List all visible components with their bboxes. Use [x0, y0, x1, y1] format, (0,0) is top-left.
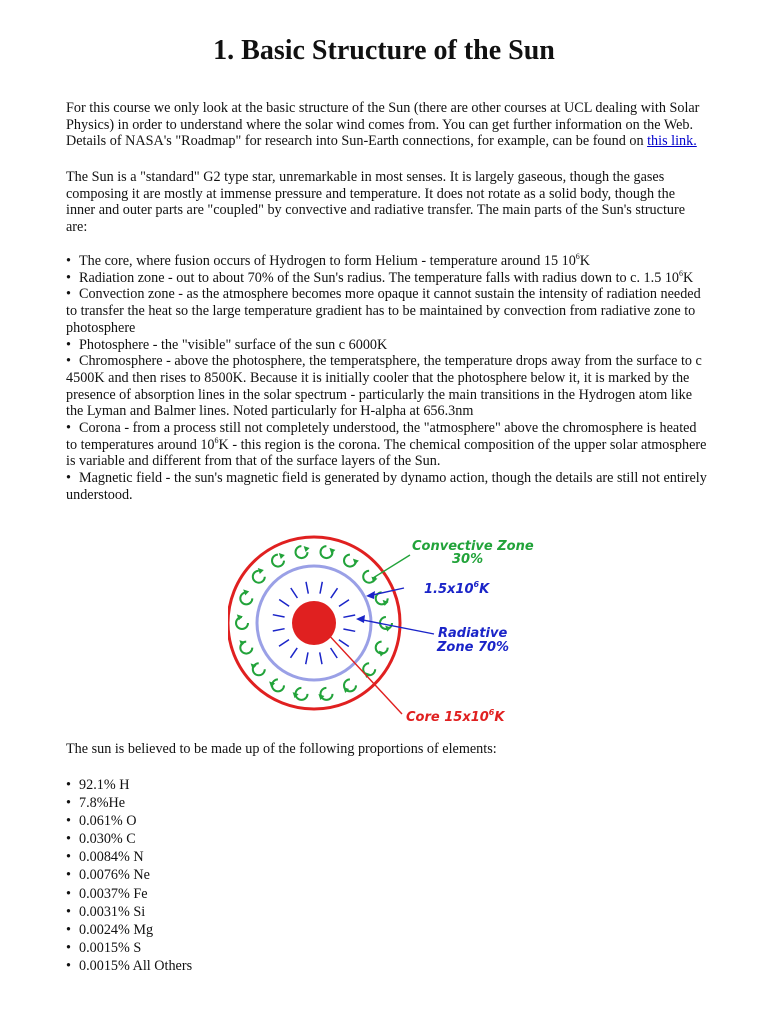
bullet-icon: •: [66, 813, 71, 830]
element-list-item: • 92.1% H: [66, 777, 130, 793]
intro-text: For this course we only look at the basic structure of the Sun (there are other courses at UCL dealing with Solar Physics) in order to understand where the solar wind comes from. You can get further information on the Web. Details of NASA's "Roadmap" for research into Sun-Earth connections, for example, can be found on: [66, 100, 700, 150]
radiation-tick: [331, 648, 338, 658]
swirl-arrow-icon: [304, 546, 310, 552]
element-list-item: • 0.0084% N: [66, 849, 144, 866]
convection-swirl-icon: [272, 679, 284, 691]
element-list-item: • 0.0015% All Others: [66, 957, 193, 974]
bullet-icon: •: [66, 867, 71, 884]
element-list-item: • 7.8%He: [66, 795, 126, 812]
element-list-item: • 0.0024% Mg: [66, 921, 154, 938]
bullet-icon: •: [66, 939, 71, 956]
radiative-arrow-icon: [356, 615, 365, 623]
bullet-icon: •: [66, 286, 71, 303]
swirl-arrow-icon: [279, 553, 285, 559]
bullet-icon: •: [66, 336, 71, 353]
radiation-tick: [306, 652, 308, 664]
radiation-tick: [339, 600, 349, 607]
element-list-item: • 0.0076% Ne: [66, 867, 150, 884]
element-list-item: • 0.030% C: [66, 831, 136, 848]
bullet-icon: •: [66, 777, 71, 793]
element-list-item: • 0.061% O: [66, 813, 137, 830]
bullet-icon: •: [66, 420, 71, 437]
label-convective-pct: 30%: [452, 552, 484, 567]
radiation-tick: [279, 640, 289, 647]
page-title: 1. Basic Structure of the Sun: [213, 35, 555, 66]
bullet-icon: •: [66, 253, 71, 269]
bullet-icon: •: [66, 957, 71, 974]
label-core-temp: Core $15x10^6K$: [406, 708, 505, 725]
list-item-convection-zone: • Convection zone - as the atmosphere becomes more opaque it cannot sustain the intensity of radiation needed to transfer the heat so the large temperature gradient has to be maintained by convection from radiative zone to photosphere: [66, 286, 701, 336]
bullet-icon: •: [66, 903, 71, 920]
element-list-item: • 0.0015% S: [66, 939, 142, 956]
element-list-item: • 0.0037% Fe: [66, 885, 148, 902]
bullet-icon: •: [66, 885, 71, 902]
structure-list: [66, 253, 710, 504]
bullet-icon: •: [66, 269, 71, 286]
elements-intro: The sun is believed to be made up of the following proportions of elements:: [66, 741, 497, 757]
list-item-core: • The core, where fusion occurs of Hydrogen to form Helium - temperature around 15 $10^6K$: [66, 252, 591, 269]
bullet-icon: •: [66, 353, 71, 370]
list-item-chromosphere: • Chromosphere - above the photosphere, the temperatsphere, the temperature drops away from the surface to c 4500K and then rises to 8500K. Because it is initially cooler that the photosphere below it, it is marked by the presence of absorption lines in the solar spectrum - particularly the main transitions in the Hydrogen atom like the Lyman and Balmer lines. Noted particularly for H-alpha at 656.3nm: [66, 353, 702, 420]
radiation-tick: [343, 615, 355, 617]
convection-swirl-icon: [321, 688, 333, 700]
convection-swirl-icon: [236, 617, 248, 629]
radiation-tick: [273, 629, 285, 631]
radiation-tick: [331, 588, 338, 598]
element-list-item: • 0.0031% Si: [66, 903, 146, 920]
list-item-magnetic-field: • Magnetic field - the sun's magnetic field is generated by dynamo action, though the details are still not entirely understood.: [66, 470, 707, 503]
sun-description-paragraph: The Sun is a "standard" G2 type star, unremarkable in most senses. It is largely gaseous, though the gases composing it are mostly at immense pressure and temperature. It does not rotate as a solid body, though the inner and outer parts are "coupled" by convective and radiative transfer. The main parts of the Sun's structure are:: [66, 169, 685, 236]
radiation-tick: [339, 640, 349, 647]
list-item-radiation-zone: • Radiation zone - out to about 70% of the Sun's radius. The temperature falls with radius down to c. 1.5 $10^6K$: [66, 268, 694, 286]
convection-swirl-icon: [253, 571, 265, 583]
bullet-icon: •: [66, 831, 71, 848]
label-boundary-temp: $1.5x10^6K$: [424, 580, 490, 597]
core-circle: [292, 601, 336, 645]
bullet-icon: •: [66, 849, 71, 866]
bullet-icon: •: [66, 470, 71, 487]
list-item-photosphere: • Photosphere - the "visible" surface of the sun c 6000K: [66, 336, 388, 353]
label-radiative-zone: Radiative: [438, 626, 508, 641]
label-convective-zone: Convective Zone: [412, 539, 534, 554]
radiation-tick: [320, 582, 322, 594]
radiation-tick: [273, 615, 285, 617]
radiation-tick: [343, 629, 355, 631]
bullet-icon: •: [66, 921, 71, 938]
radiation-tick: [279, 600, 289, 607]
element-proportions-list: [66, 776, 366, 975]
bullet-icon: •: [66, 795, 71, 812]
core-pointer-line: [326, 632, 402, 714]
radiation-tick: [291, 648, 298, 658]
convection-swirl-icon: [321, 546, 333, 558]
radiation-tick: [320, 652, 322, 664]
list-item-corona: • Corona - from a process still not completely understood, the "atmosphere" above the chromosphere is heated to temperatures around $10^6K$ - this region is the corona. The chemical composition of the upper solar atmosphere is variable and different from that of the surface layers of the Sun.: [66, 420, 707, 470]
radiation-tick: [291, 588, 298, 598]
sun-structure-diagram: [228, 528, 548, 728]
intro-paragraph: [66, 100, 706, 150]
boundary-arrow-icon: [366, 591, 375, 599]
nasa-roadmap-link[interactable]: this link.: [647, 133, 697, 150]
radiation-tick: [306, 582, 308, 594]
label-radiative-pct: Zone 70%: [437, 640, 510, 655]
